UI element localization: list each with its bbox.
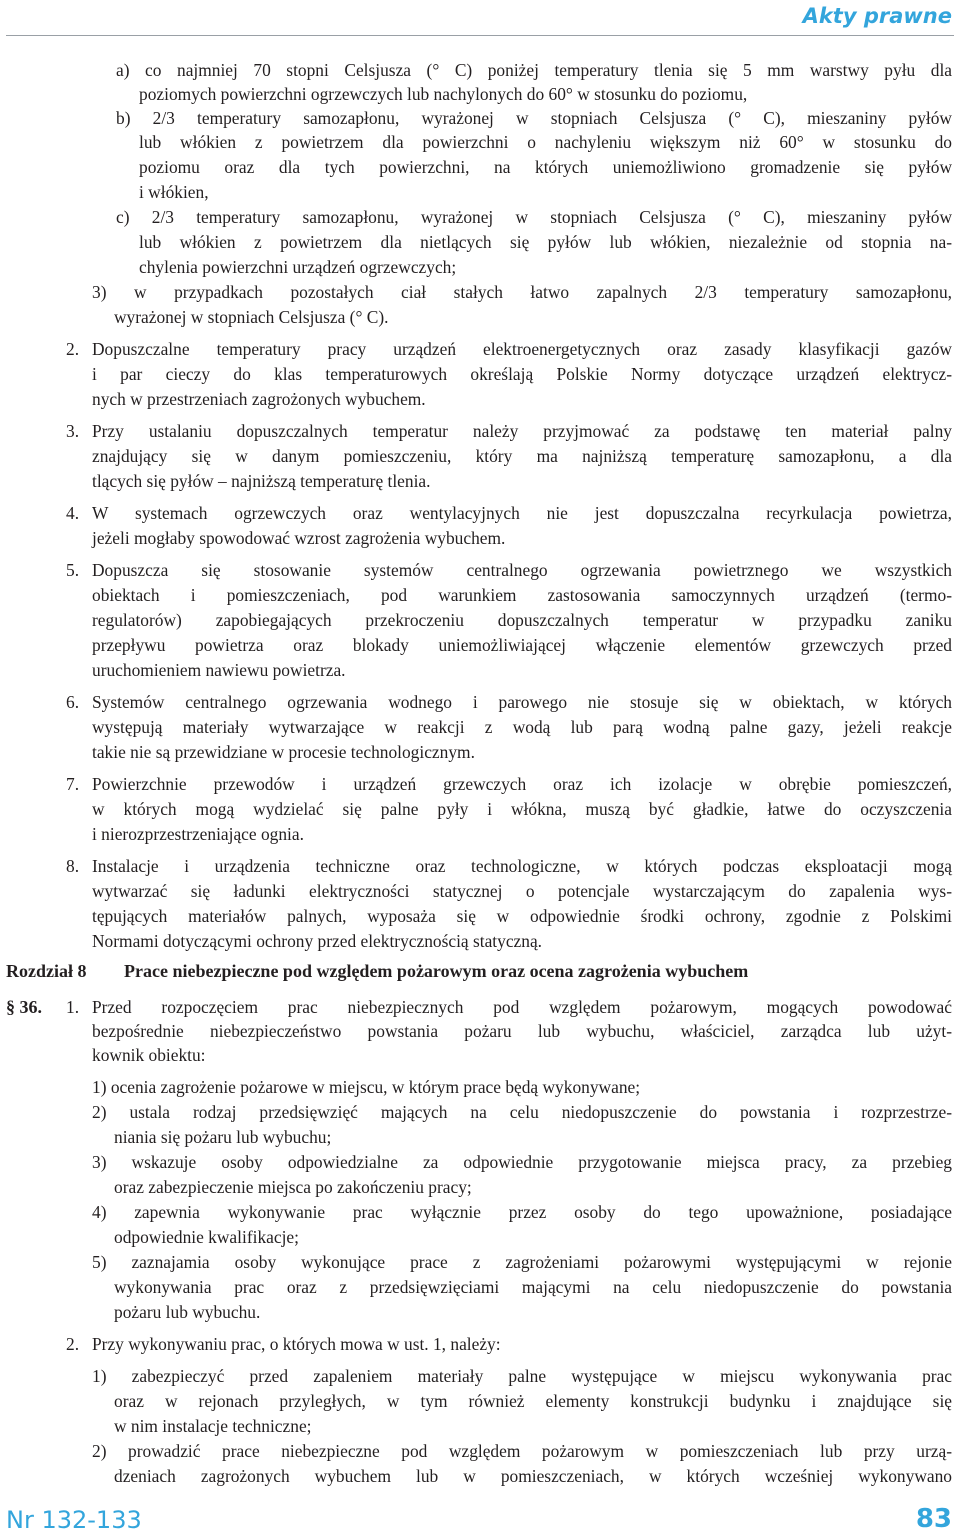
text-line: Przy ustalaniu dopuszczalnych temperatur należy przyjmować za podstawę ten materiał palny	[92, 421, 952, 441]
section-number: 7.	[66, 774, 80, 794]
text-line: niania się pożaru lub wybuchu;	[114, 1127, 332, 1147]
text-line: regulatorów) zapobiegających przekroczeniu dopuszczalnych temperatur w przypadku zaniku	[92, 610, 952, 630]
text-line: lub włókien z powietrzem dla powierzchni o nachyleniu większym niż 60° w stosunku do	[139, 132, 952, 152]
text-line: Normami dotyczącymi ochrony przed elektrycznością statyczną.	[92, 931, 543, 951]
text-line: 2) prowadzić prace niebezpieczne pod względem pożarowym w pomieszczeniach lub przy urzą-	[92, 1441, 952, 1461]
text-line: poziomu oraz dla tych powierzchni, na których uniemożliwiono gromadzenie się pyłów	[139, 157, 952, 177]
text-line: przepływu powietrza oraz blokady uniemożliwiającej włączenie elementów grzewczych przed	[92, 635, 952, 655]
section-number: 4.	[66, 503, 80, 523]
text-line: 3) w przypadkach pozostałych ciał stałych łatwo zapalnych 2/3 temperatury samozapłonu,	[92, 282, 952, 302]
text-line: 2) ustala rodzaj przedsięwzięć mających na celu niedopuszczenie do powstania i rozprzestrze-	[92, 1102, 952, 1122]
text-line: nych w przestrzeniach zagrożonych wybuchem.	[92, 389, 426, 409]
text-line: lub włókien z powietrzem dla nietlących się pyłów lub włókien, niezależnie od stopnia na-	[139, 232, 952, 252]
paragraph-label: § 36.	[6, 997, 42, 1017]
page-number: 83	[915, 1504, 952, 1534]
section-number: 8.	[66, 856, 80, 876]
text-line: znajdujący się w danym pomieszczeniu, który ma najniższą temperaturę samozapłonu, a dla	[92, 446, 952, 466]
text-line: poziomych powierzchni ogrzewczych lub nachylonych do 60° w stosunku do poziomu,	[139, 84, 748, 104]
section-number: 2.	[66, 1334, 80, 1354]
issue-number: Nr 132-133	[6, 1506, 142, 1534]
section-number: 6.	[66, 692, 80, 712]
section-number: 3.	[66, 421, 80, 441]
text-line: a) co najmniej 70 stopni Celsjusza (° C) poniżej temperatury tlenia się 5 mm warstwy pyłu dla	[116, 60, 952, 80]
text-line: i par cieczy do klas temperaturowych określają Polskie Normy dotyczące urządzeń elektrycz-	[92, 364, 952, 384]
text-line: występują materiały wytwarzające w reakcji z wodą lub parą wodną palne gazy, jeżeli reakcje	[92, 717, 952, 737]
section-number: 5.	[66, 560, 80, 580]
page-header-title: Akty prawne	[802, 4, 952, 28]
text-line: wykonywania prac oraz z przedsięwzięciami mającymi na celu niedopuszczenie do powstania	[114, 1277, 952, 1297]
text-line: chylenia powierzchni urządzeń ogrzewczych;	[139, 257, 457, 277]
text-line: Dopuszcza się stosowanie systemów centralnego ogrzewania powietrznego we wszystkich	[92, 560, 952, 580]
text-line: Powierzchnie przewodów i urządzeń grzewczych oraz ich izolacje w obrębie pomieszczeń,	[92, 774, 952, 794]
text-line: Dopuszczalne temperatury pracy urządzeń elektroenergetycznych oraz zasady klasyfikacji gazów	[92, 339, 952, 359]
text-line: Przed rozpoczęciem prac niebezpiecznych pod względem pożarowym, mogących powodować	[92, 997, 952, 1017]
text-line: jeżeli mogłaby spowodować wzrost zagrożenia wybuchem.	[92, 528, 506, 548]
text-line: Instalacje i urządzenia techniczne oraz technologiczne, w których podczas eksploatacji mogą	[92, 856, 952, 876]
text-line: w których mogą wydzielać się palne pyły i włókna, muszą być gładkie, łatwe do oczyszczenia	[92, 799, 952, 819]
text-line: kownik obiektu:	[92, 1045, 206, 1065]
text-line: odpowiednie kwalifikacje;	[114, 1227, 299, 1247]
text-line: i włókien,	[139, 182, 209, 202]
text-line: 1) zabezpieczyć przed zapaleniem materiały palne występujące w miejscu wykonywania prac	[92, 1366, 952, 1386]
text-line: oraz w rejonach przyległych, w tym również elementy konstrukcji budynku i znajdujące się	[114, 1391, 952, 1411]
section-number: 2.	[66, 339, 80, 359]
text-line: bezpośrednie niebezpieczeństwo powstania pożaru lub wybuchu, właściciel, zarządca lub użyt-	[92, 1021, 952, 1041]
text-line: wyrażonej w stopniach Celsjusza (° C).	[114, 307, 389, 327]
chapter-label: Rozdział 8	[6, 961, 87, 981]
chapter-title: Prace niebezpieczne pod względem pożarowym oraz ocena zagrożenia wybuchem	[124, 961, 749, 981]
text-line: i nierozprzestrzeniające ognia.	[92, 824, 304, 844]
text-line: tępujących materiałów palnych, wyposaża się w odpowiednie środki ochrony, zgodnie z Polskimi	[92, 906, 952, 926]
text-line: wytwarzać się ładunki elektryczności statycznej o potencjale wystarczającym do zapalenia wys-	[92, 881, 952, 901]
text-line: 3) wskazuje osoby odpowiedzialne za odpowiednie przygotowanie miejsca pracy, za przebieg	[92, 1152, 952, 1172]
text-line: oraz zabezpieczenie miejsca po zakończeniu pracy;	[114, 1177, 472, 1197]
text-line: uruchomieniem nawiewu powietrza.	[92, 660, 346, 680]
text-line: W systemach ogrzewczych oraz wentylacyjnych nie jest dopuszczalna recyrkulacja powietrza,	[92, 503, 952, 523]
text-line: 4) zapewnia wykonywanie prac wyłącznie przez osoby do tego upoważnione, posiadające	[92, 1202, 952, 1222]
text-line: 1) ocenia zagrożenie pożarowe w miejscu, w którym prace będą wykonywane;	[92, 1077, 641, 1097]
text-line: c) 2/3 temperatury samozapłonu, wyrażonej w stopniach Celsjusza (° C), mieszaniny pyłów	[116, 207, 952, 227]
header-divider	[6, 35, 954, 36]
section-number: 1.	[66, 997, 80, 1017]
text-line: tlących się pyłów – najniższą temperaturę tlenia.	[92, 471, 431, 491]
text-line: dzeniach zagrożonych wybuchem lub w pomieszczeniach, w których wcześniej wykonywano	[114, 1466, 952, 1486]
text-line: Przy wykonywaniu prac, o których mowa w ust. 1, należy:	[92, 1334, 501, 1354]
text-line: Systemów centralnego ogrzewania wodnego i parowego nie stosuje się w obiektach, w których	[92, 692, 952, 712]
text-line: takie nie są przewidziane w procesie technologicznym.	[92, 742, 475, 762]
text-line: b) 2/3 temperatury samozapłonu, wyrażonej w stopniach Celsjusza (° C), mieszaniny pyłów	[116, 108, 952, 128]
text-line: 5) zaznajamia osoby wykonujące prace z zagrożeniami pożarowymi występującymi w rejonie	[92, 1252, 952, 1272]
text-line: obiektach i pomieszczeniach, pod warunkiem zastosowania samoczynnych urządzeń (termo-	[92, 585, 952, 605]
text-line: w nim instalacje techniczne;	[114, 1416, 312, 1436]
text-line: pożaru lub wybuchu.	[114, 1302, 261, 1322]
